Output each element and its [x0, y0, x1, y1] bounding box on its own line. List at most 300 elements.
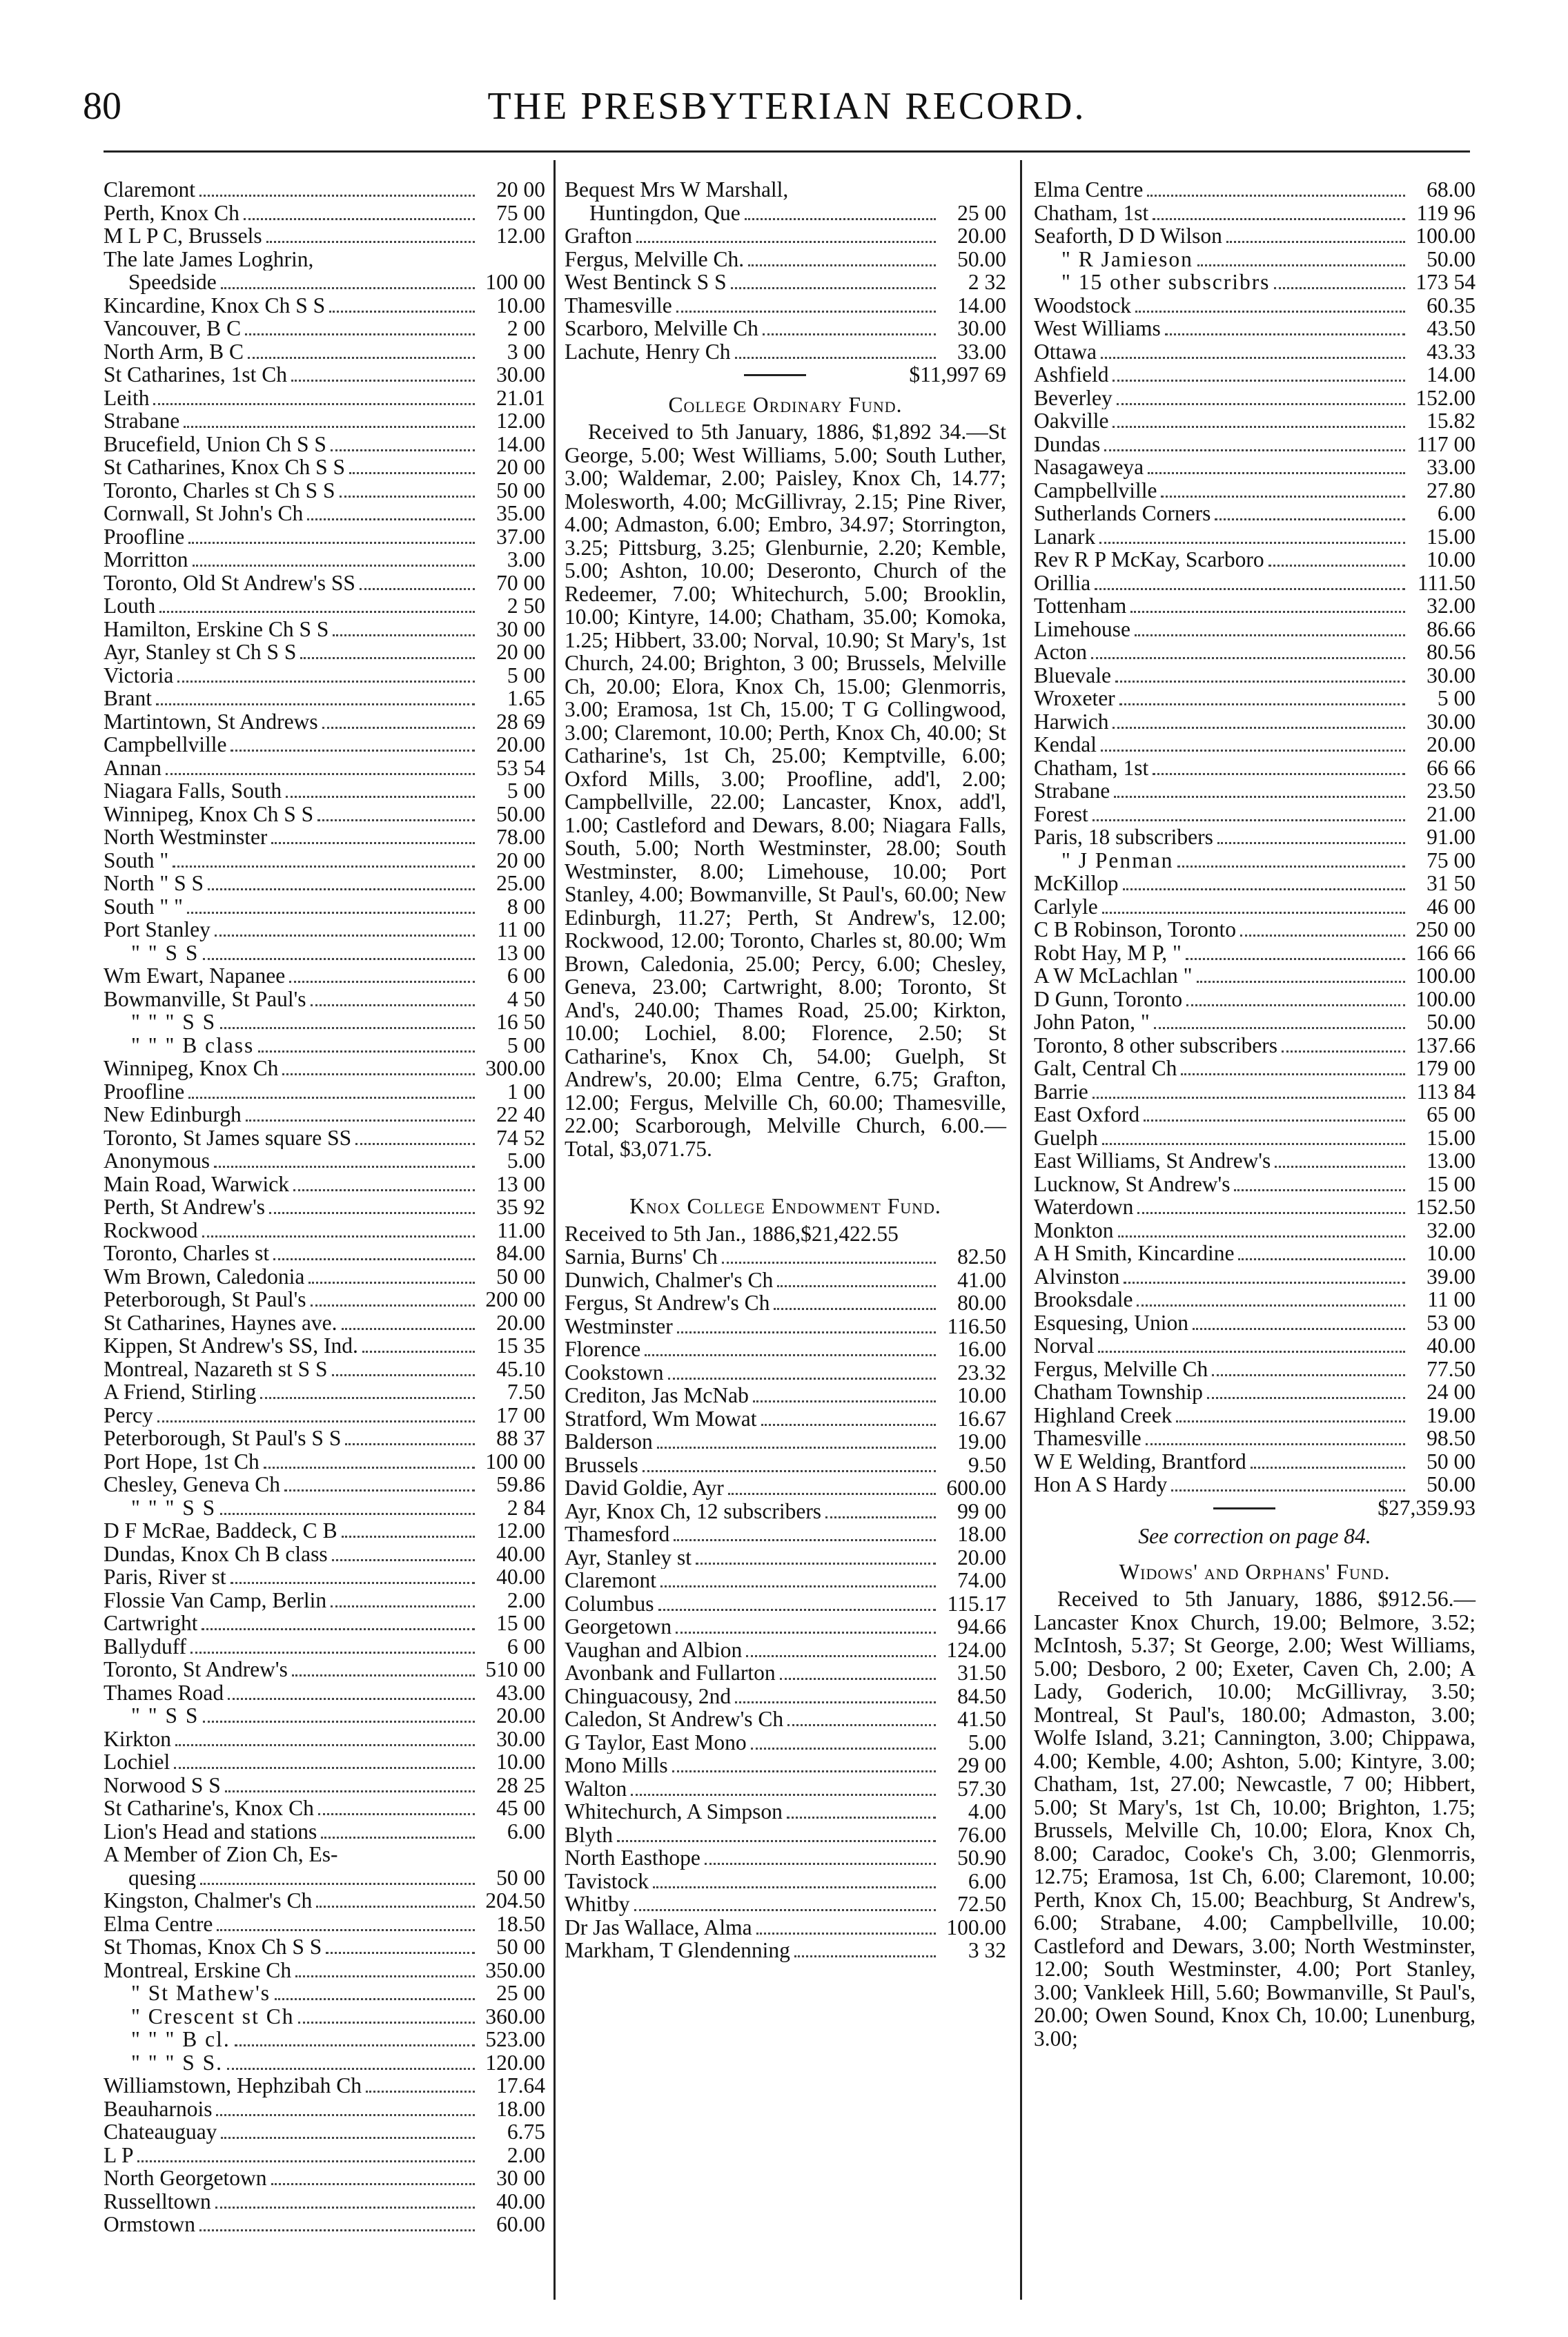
- entry-name: Strabane: [104, 409, 180, 433]
- entry-name: " " " B cl.: [131, 2028, 231, 2051]
- entry-amount: 20.00: [496, 1310, 545, 1335]
- list-item: [1034, 803, 1476, 826]
- entry-name: Cartwright: [104, 1612, 198, 1635]
- dot-leader: [217, 1929, 475, 1931]
- list-item: [104, 271, 545, 294]
- list-item: [565, 1338, 1006, 1361]
- entry-name: Bluevale: [1034, 663, 1111, 687]
- entry-amount: 3 00: [507, 339, 545, 364]
- entry-name: St Thomas, Knox Ch S S: [104, 1935, 322, 1959]
- list-item: [565, 1592, 1006, 1616]
- entry-name: Dundas: [1034, 432, 1101, 456]
- list-item: [1034, 1149, 1476, 1173]
- list-item: [565, 1384, 1006, 1407]
- entry-amount: 43.50: [1427, 316, 1476, 340]
- dot-leader: [199, 2229, 475, 2231]
- entry-amount: 20.00: [496, 1703, 545, 1728]
- list-item: [104, 779, 545, 803]
- entry-amount: 12.00: [496, 1518, 545, 1543]
- dot-leader: [1117, 403, 1405, 405]
- dot-leader: [173, 866, 475, 868]
- entry-amount: 86.66: [1427, 616, 1476, 641]
- dot-leader: [761, 1424, 936, 1426]
- entry-name: St Catharines, Knox Ch S S: [104, 456, 346, 479]
- list-item: [565, 224, 1006, 248]
- entry-amount: 41.50: [957, 1707, 1006, 1731]
- entry-name: Proofline: [104, 525, 185, 548]
- entry-amount: 50.00: [1427, 1472, 1476, 1496]
- dot-leader: [825, 1516, 936, 1518]
- entry-amount: 14.00: [957, 293, 1006, 317]
- dot-leader: [748, 264, 936, 266]
- dot-leader: [322, 727, 475, 729]
- subscription-total-row: [1034, 1496, 1476, 1520]
- entry-amount: 5 00: [507, 663, 545, 687]
- list-item: [565, 1800, 1006, 1823]
- entry-name: Dundas, Knox Ch B class: [104, 1542, 328, 1565]
- list-item: [104, 1034, 545, 1057]
- dot-leader: [696, 1563, 936, 1565]
- entry-name: Thamesford: [565, 1523, 670, 1546]
- dot-leader: [658, 1609, 936, 1611]
- list-item: [104, 1935, 545, 1959]
- entry-name: Fergus, St Andrew's Ch: [565, 1291, 770, 1315]
- entry-name: Nasagaweya: [1034, 456, 1144, 479]
- dot-leader: [774, 1308, 936, 1310]
- dot-leader: [203, 1721, 475, 1723]
- dot-leader: [246, 1119, 475, 1122]
- entry-amount: 30.00: [957, 316, 1006, 340]
- entry-amount: 17 00: [496, 1402, 545, 1427]
- entry-name: Campbellville: [104, 733, 227, 756]
- entry-name: Vancouver, B C: [104, 317, 242, 340]
- list-item: [1034, 1380, 1476, 1404]
- entry-name: North Westminster: [104, 825, 268, 849]
- entry-name: Port Stanley: [104, 918, 210, 941]
- entry-amount: 1 00: [507, 1079, 545, 1104]
- list-item: [104, 178, 545, 202]
- entry-amount: 45.10: [496, 1356, 545, 1381]
- entry-name: Thamesville: [1034, 1427, 1141, 1450]
- entry-amount: 3.00: [507, 547, 545, 571]
- entry-name: John Paton, ": [1034, 1010, 1150, 1034]
- entry-amount: 6.00: [968, 1868, 1006, 1893]
- list-item: [1034, 895, 1476, 919]
- entry-amount: 10.00: [496, 293, 545, 317]
- dot-leader: [298, 2022, 475, 2024]
- list-item: [1034, 294, 1476, 317]
- dot-leader: [1186, 958, 1405, 960]
- entry-amount: 50.00: [496, 801, 545, 826]
- dot-leader: [175, 1744, 475, 1746]
- entry-amount: 100 00: [485, 270, 545, 294]
- entry-name: Speedside: [128, 271, 217, 294]
- dot-leader: [1186, 1004, 1405, 1006]
- subscription-list: [1034, 178, 1476, 1496]
- entry-amount: 20.00: [1427, 732, 1476, 756]
- dot-leader: [188, 1097, 475, 1099]
- list-item: [1034, 849, 1476, 872]
- entry-amount: 77.50: [1427, 1356, 1476, 1381]
- dot-leader: [731, 287, 936, 289]
- list-item: [104, 456, 545, 479]
- entry-amount: 50 00: [496, 1264, 545, 1289]
- dot-leader: [1240, 935, 1405, 937]
- dot-leader: [1217, 842, 1405, 844]
- dot-leader: [1115, 681, 1405, 683]
- entry-name: Wm Brown, Caledonia: [104, 1264, 305, 1288]
- entry-name: Perth, Knox Ch: [104, 201, 239, 224]
- list-item: [565, 1500, 1006, 1523]
- dot-leader: [1137, 1304, 1405, 1307]
- entry-name: Leith: [104, 386, 150, 409]
- entry-name: Chatham, 1st: [1034, 756, 1149, 779]
- dot-leader: [676, 311, 936, 313]
- dot-leader: [1114, 796, 1405, 798]
- dot-leader: [260, 1397, 475, 1399]
- list-item: [1034, 317, 1476, 340]
- dot-leader: [705, 1863, 936, 1865]
- entry-amount: 50.00: [1427, 1010, 1476, 1034]
- dot-leader: [342, 1328, 475, 1330]
- entry-name: Vaughan and Albion: [565, 1638, 743, 1661]
- list-item: [565, 178, 1006, 202]
- list-item: [565, 1939, 1006, 1962]
- dot-leader: [321, 1837, 475, 1839]
- list-item: [104, 1195, 545, 1219]
- entry-name: Lion's Head and stations: [104, 1819, 317, 1843]
- list-item: [104, 2213, 545, 2236]
- entry-name: Caledon, St Andrew's Ch: [565, 1708, 784, 1731]
- entry-name: G Taylor, East Mono: [565, 1730, 747, 1754]
- dot-leader: [316, 1906, 475, 1908]
- list-item: [104, 1219, 545, 1242]
- entry-amount: 2 00: [507, 316, 545, 340]
- dot-leader: [231, 750, 475, 752]
- dot-leader: [307, 518, 475, 520]
- entry-amount: 20 00: [496, 177, 545, 202]
- list-item: [104, 1288, 545, 1311]
- list-item: [1034, 825, 1476, 849]
- entry-name: Ormstown: [104, 2213, 195, 2236]
- list-item: [104, 641, 545, 664]
- dot-leader: [1207, 1397, 1405, 1399]
- dot-leader: [1095, 588, 1405, 590]
- dot-leader: [631, 1794, 936, 1796]
- dot-leader: [355, 1143, 475, 1145]
- entry-name: Elma Centre: [1034, 178, 1144, 202]
- entry-name: West Williams: [1034, 317, 1161, 340]
- entry-amount: 17.64: [496, 2073, 545, 2098]
- entry-name: Guelph: [1034, 1126, 1098, 1149]
- dot-leader: [153, 403, 475, 405]
- dot-leader: [643, 1470, 936, 1472]
- list-item: [104, 1589, 545, 1612]
- dot-leader: [1148, 472, 1405, 474]
- entry-amount: 25.00: [496, 871, 545, 895]
- dot-leader: [342, 1536, 475, 1538]
- entry-name: St Catharines, Haynes ave.: [104, 1311, 337, 1334]
- list-item: [1034, 456, 1476, 479]
- dot-leader: [202, 1235, 476, 1238]
- entry-name: " " " B class: [131, 1033, 255, 1057]
- dot-leader: [1176, 1420, 1405, 1422]
- list-item: [565, 202, 1006, 225]
- entry-name: Highland Creek: [1034, 1403, 1173, 1427]
- list-item: [565, 1823, 1006, 1847]
- list-item: [1034, 687, 1476, 710]
- entry-name: Sarnia, Burns' Ch: [565, 1245, 718, 1269]
- entry-amount: 12.00: [496, 409, 545, 433]
- entry-amount: 6.00: [1437, 501, 1476, 525]
- list-item: [1034, 1311, 1476, 1335]
- entry-amount: 22 40: [496, 1102, 545, 1126]
- entry-amount: 350.00: [485, 1957, 545, 1982]
- entry-name: Columbus: [565, 1592, 654, 1615]
- endowment-list: [565, 1245, 1006, 1962]
- entry-name: Thames Road: [104, 1681, 224, 1704]
- entry-amount: 70 00: [496, 570, 545, 595]
- list-item: [104, 433, 545, 456]
- entry-name: Cookstown: [565, 1360, 664, 1384]
- entry-name: Florence: [565, 1338, 641, 1361]
- entry-name: Rockwood: [104, 1218, 198, 1242]
- entry-name: Balderson: [565, 1430, 653, 1454]
- entry-name: A H Smith, Kincardine: [1034, 1242, 1235, 1265]
- dot-leader: [794, 1955, 936, 1957]
- entry-amount: 10.00: [1427, 547, 1476, 571]
- entry-amount: 16.67: [957, 1406, 1006, 1431]
- list-item: [1034, 1288, 1476, 1311]
- entry-amount: 2 84: [507, 1495, 545, 1520]
- list-item: [104, 825, 545, 849]
- entry-amount: 91.00: [1427, 825, 1476, 849]
- entry-amount: 6.00: [507, 1819, 545, 1844]
- entry-amount: 84.50: [957, 1683, 1006, 1708]
- entry-amount: 50 00: [496, 1865, 545, 1890]
- entry-name: Whitby: [565, 1893, 630, 1916]
- entry-name: " Crescent st Ch: [131, 2004, 295, 2028]
- entry-name: Morritton: [104, 548, 188, 571]
- entry-name: Claremont: [565, 1569, 656, 1592]
- list-item: [104, 1959, 545, 1982]
- list-item: [104, 502, 545, 525]
- entry-name: Wm Ewart, Napanee: [104, 964, 286, 988]
- dot-leader: [187, 912, 475, 914]
- entry-name: Waterdown: [1034, 1195, 1134, 1219]
- entry-amount: 14.00: [496, 431, 545, 456]
- dot-leader: [284, 1489, 475, 1492]
- entry-amount: 12.00: [496, 224, 545, 248]
- entry-amount: 2.00: [507, 2142, 545, 2167]
- entry-name: South ": [104, 848, 169, 872]
- dot-leader: [1212, 1374, 1405, 1376]
- total-rule: [1213, 1507, 1275, 1509]
- list-item: [104, 571, 545, 595]
- list-item: [565, 1523, 1006, 1546]
- dot-leader: [735, 1701, 936, 1703]
- entry-name: Claremont: [104, 178, 195, 202]
- dot-leader: [1181, 1073, 1405, 1075]
- list-item: [565, 1245, 1006, 1269]
- entry-amount: 6 00: [507, 1634, 545, 1659]
- dot-leader: [753, 1400, 936, 1402]
- entry-amount: 32.00: [1427, 594, 1476, 618]
- entry-name: East Oxford: [1034, 1103, 1140, 1126]
- dot-leader: [1268, 565, 1405, 567]
- dot-leader: [332, 1559, 475, 1561]
- entry-amount: 25 00: [496, 1981, 545, 2005]
- dot-leader: [271, 842, 475, 844]
- list-item: [104, 756, 545, 780]
- dot-leader: [722, 1262, 936, 1264]
- dot-leader: [203, 958, 475, 960]
- entry-name: M L P C, Brussels: [104, 224, 262, 248]
- entry-amount: 6.75: [507, 2120, 545, 2144]
- list-item: [565, 1476, 1006, 1500]
- list-item: [104, 594, 545, 618]
- entry-amount: 60.35: [1427, 293, 1476, 317]
- dot-leader: [1154, 1027, 1405, 1029]
- dot-leader: [634, 1909, 937, 1911]
- entry-amount: 20 00: [496, 455, 545, 479]
- entry-name: C B Robinson, Toronto: [1034, 918, 1237, 941]
- entry-name: Brucefield, Union Ch S S: [104, 432, 326, 456]
- entry-name: Elma Centre: [104, 1912, 213, 1935]
- list-item: [104, 2051, 545, 2075]
- list-item: [565, 1777, 1006, 1801]
- entry-amount: 360.00: [485, 2004, 545, 2028]
- list-item: [104, 1380, 545, 1404]
- list-item: [1034, 387, 1476, 410]
- list-item: [104, 803, 545, 826]
- entry-amount: 15.00: [1427, 524, 1476, 549]
- entry-name: Received to 5th Jan., 1886,: [565, 1222, 801, 1245]
- dot-leader: [1282, 1050, 1405, 1053]
- entry-amount: 4.00: [968, 1799, 1006, 1823]
- list-item: [104, 1820, 545, 1844]
- entry-name: Strabane: [1034, 779, 1110, 803]
- dot-leader: [777, 1285, 936, 1287]
- dot-leader: [1101, 750, 1405, 752]
- list-item: [1034, 363, 1476, 387]
- bequest-list: [565, 178, 1006, 363]
- list-item: [1034, 1404, 1476, 1427]
- dot-leader: [1275, 1166, 1405, 1168]
- list-item: [1034, 618, 1476, 641]
- entry-amount: 50 00: [496, 1935, 545, 1959]
- entry-amount: 6 00: [507, 964, 545, 988]
- entry-amount: 120.00: [485, 2050, 545, 2075]
- entry-amount: 5.00: [968, 1730, 1006, 1754]
- entry-name: Paris, River st: [104, 1565, 226, 1589]
- entry-amount: 119 96: [1416, 200, 1476, 225]
- list-item: [104, 1681, 545, 1705]
- entry-amount: 74.00: [957, 1568, 1006, 1592]
- dot-leader: [300, 657, 475, 659]
- entry-name: Tavistock: [565, 1869, 649, 1893]
- entry-name: Niagara Falls, South: [104, 779, 282, 803]
- list-item: [565, 248, 1006, 271]
- entry-name: Bequest Mrs W Marshall,: [565, 178, 789, 202]
- list-item: [104, 2098, 545, 2121]
- dot-leader: [1102, 1143, 1405, 1145]
- entry-name: Markham, T Glendenning: [565, 1939, 790, 1962]
- entry-amount: 46 00: [1427, 894, 1476, 919]
- entry-amount: 40.00: [496, 1565, 545, 1589]
- dot-leader: [269, 1212, 475, 1214]
- dot-leader: [208, 888, 475, 890]
- entry-name: Ottawa: [1034, 340, 1097, 363]
- entry-name: " " " S S: [131, 1496, 217, 1519]
- dot-leader: [1144, 1119, 1405, 1122]
- entry-amount: $21,422.55: [801, 1221, 899, 1246]
- dot-leader: [1119, 703, 1405, 705]
- entry-amount: 15 35: [496, 1333, 545, 1358]
- list-item: [1034, 479, 1476, 502]
- list-item: [1034, 941, 1476, 965]
- entry-amount: 31.50: [957, 1661, 1006, 1685]
- dot-leader: [1098, 1351, 1405, 1353]
- entry-amount: 60.00: [496, 2212, 545, 2236]
- list-item: [104, 1519, 545, 1543]
- entry-name: Mono Mills: [565, 1754, 668, 1777]
- dot-leader: [244, 218, 475, 220]
- dot-leader: [1113, 727, 1405, 729]
- dot-leader: [1251, 1467, 1405, 1469]
- entry-name: Fergus, Melville Ch.: [565, 247, 745, 271]
- entry-amount: 204.50: [485, 1888, 545, 1913]
- dot-leader: [157, 1420, 475, 1422]
- entry-amount: 5 00: [507, 1033, 545, 1057]
- dot-leader: [1193, 1328, 1405, 1330]
- dot-leader: [787, 1724, 936, 1726]
- entry-name: Campbellville: [1034, 478, 1157, 502]
- dot-leader: [636, 241, 936, 243]
- entry-name: North Easthope: [565, 1846, 700, 1870]
- entry-amount: 5 00: [507, 779, 545, 803]
- dot-leader: [1104, 449, 1405, 451]
- entry-amount: 30 00: [496, 616, 545, 641]
- list-item: [565, 1661, 1006, 1685]
- list-item: [1034, 872, 1476, 895]
- list-item: [565, 1269, 1006, 1292]
- entry-name: A Member of Zion Ch, Es-: [104, 1843, 338, 1866]
- entry-name: Walton: [565, 1777, 627, 1800]
- dot-leader: [735, 357, 936, 359]
- entry-name: Forest: [1034, 802, 1088, 825]
- entry-amount: 18.00: [957, 1522, 1006, 1546]
- entry-name: Brooksdale: [1034, 1288, 1133, 1311]
- list-item: [565, 1846, 1006, 1870]
- entry-amount: 39.00: [1427, 1264, 1476, 1289]
- dot-leader: [1177, 866, 1405, 868]
- entry-amount: 510 00: [485, 1657, 545, 1681]
- list-item: [104, 733, 545, 756]
- entry-name: Williamstown, Hephzibah Ch: [104, 2074, 362, 2098]
- dot-leader: [746, 1655, 936, 1657]
- entry-amount: 10.00: [1427, 1241, 1476, 1265]
- list-item: [104, 1126, 545, 1150]
- dot-leader: [311, 1004, 475, 1006]
- entry-amount: 68.00: [1427, 177, 1476, 202]
- entry-name: Martintown, St Andrews: [104, 710, 318, 733]
- entry-name: Perth, St Andrew's: [104, 1195, 266, 1219]
- list-item: [1034, 340, 1476, 364]
- list-item: [565, 1685, 1006, 1708]
- dot-leader: [1274, 287, 1405, 289]
- entry-name: Kingston, Chalmer's Ch: [104, 1889, 313, 1913]
